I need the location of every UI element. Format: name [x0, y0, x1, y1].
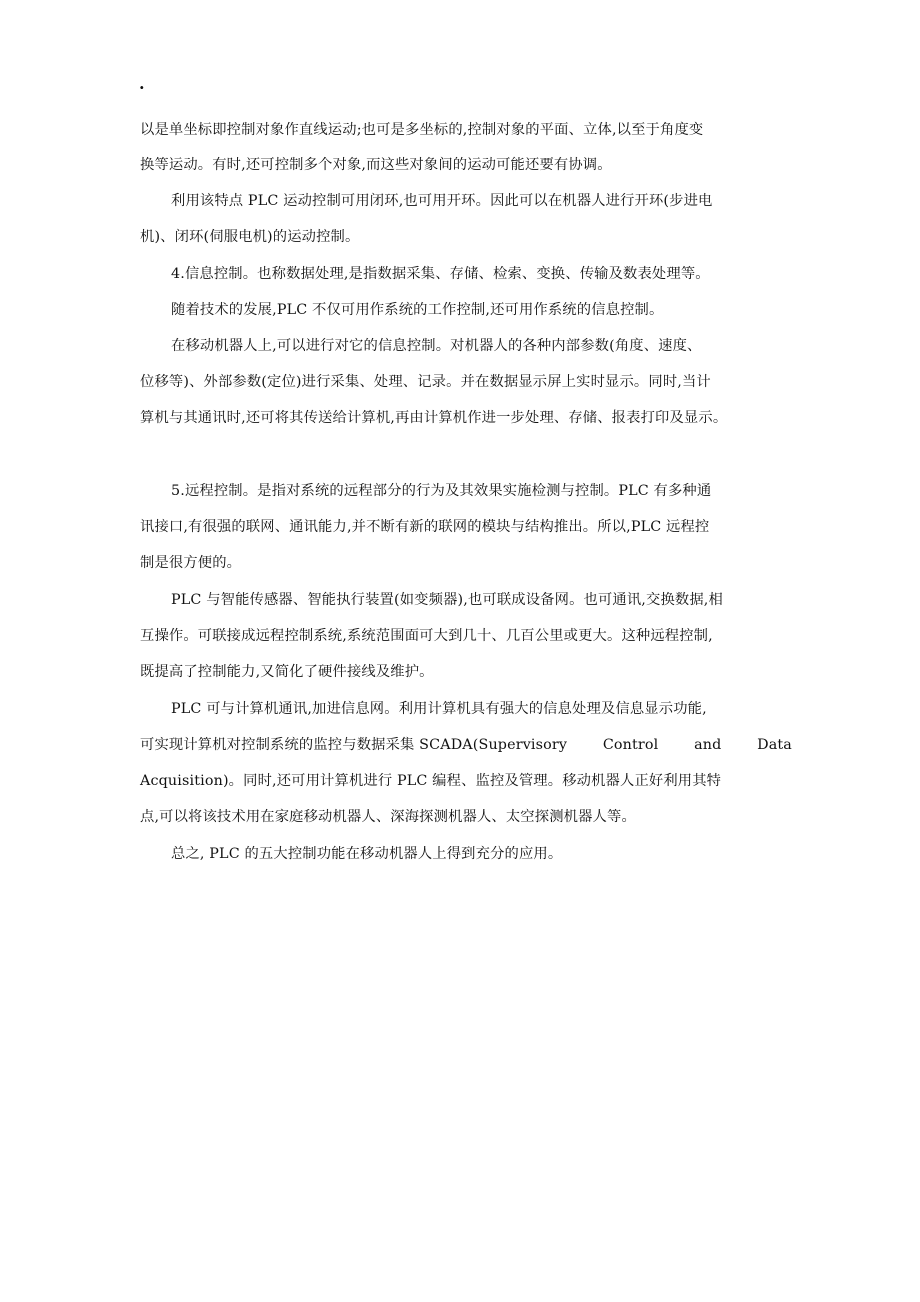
paragraph-line: 互操作。可联接成远程控制系统,系统范围面可大到几十、几百公里或更大。这种远程控制, [140, 628, 713, 644]
paragraph-line-justified [140, 735, 792, 755]
paragraph-line: 随着技术的发展,PLC 不仅可用作系统的工作控制,还可用作系统的信息控制。 [171, 302, 664, 318]
paragraph-line: 4.信息控制。也称数据处理,是指数据采集、存储、检索、变换、传输及数表处理等。 [171, 266, 710, 282]
paragraph-line: 算机与其通讯时,还可将其传送给计算机,再由计算机作进一步处理、存储、报表打印及显示。 [140, 410, 728, 426]
paragraph-line: 换等运动。有时,还可控制多个对象,而这些对象间的运动可能还要有协调。 [140, 157, 612, 173]
scada-text-part: Control [602, 737, 659, 753]
paragraph-line: 点,可以将该技术用在家庭移动机器人、深海探测机器人、太空探测机器人等。 [140, 809, 636, 825]
paragraph-line: 以是单坐标即控制对象作直线运动;也可是多坐标的,控制对象的平面、立体,以至于角度变 [140, 122, 704, 138]
scada-text-part: 可实现计算机对控制系统的监控与数据采集 SCADA(Supervisory [140, 737, 568, 753]
paragraph-line: PLC 可与计算机通讯,加进信息网。利用计算机具有强大的信息处理及信息显示功能, [171, 701, 707, 717]
scada-text-part: Data [757, 737, 792, 753]
paragraph-line: 总之, PLC 的五大控制功能在移动机器人上得到充分的应用。 [171, 846, 563, 862]
paragraph-line: 5.远程控制。是指对系统的远程部分的行为及其效果实施检测与控制。PLC 有多种通 [171, 483, 712, 499]
paragraph-line: 在移动机器人上,可以进行对它的信息控制。对机器人的各种内部参数(角度、速度、 [171, 338, 702, 354]
paragraph-line: 讯接口,有很强的联网、通讯能力,并不断有新的联网的模块与结构推出。所以,PLC 远程控 [140, 519, 710, 535]
header-mark: . [139, 74, 145, 93]
paragraph-line: 机)、闭环(伺服电机)的运动控制。 [140, 229, 360, 245]
scada-text-part: and [694, 737, 722, 753]
paragraph-line: PLC 与智能传感器、智能执行装置(如变频器),也可联成设备网。也可通讯,交换数据,相 [171, 592, 723, 608]
paragraph-line: 利用该特点 PLC 运动控制可用闭环,也可用开环。因此可以在机器人进行开环(步进电 [171, 193, 713, 209]
paragraph-line: Acquisition)。同时,还可用计算机进行 PLC 编程、监控及管理。移动机器人正好利用其特 [140, 773, 722, 789]
paragraph-line: 位移等)、外部参数(定位)进行采集、处理、记录。并在数据显示屏上实时显示。同时,当计 [140, 374, 711, 390]
paragraph-line: 制是很方便的。 [140, 555, 242, 571]
paragraph-line: 既提高了控制能力,又简化了硬件接线及维护。 [140, 664, 434, 680]
